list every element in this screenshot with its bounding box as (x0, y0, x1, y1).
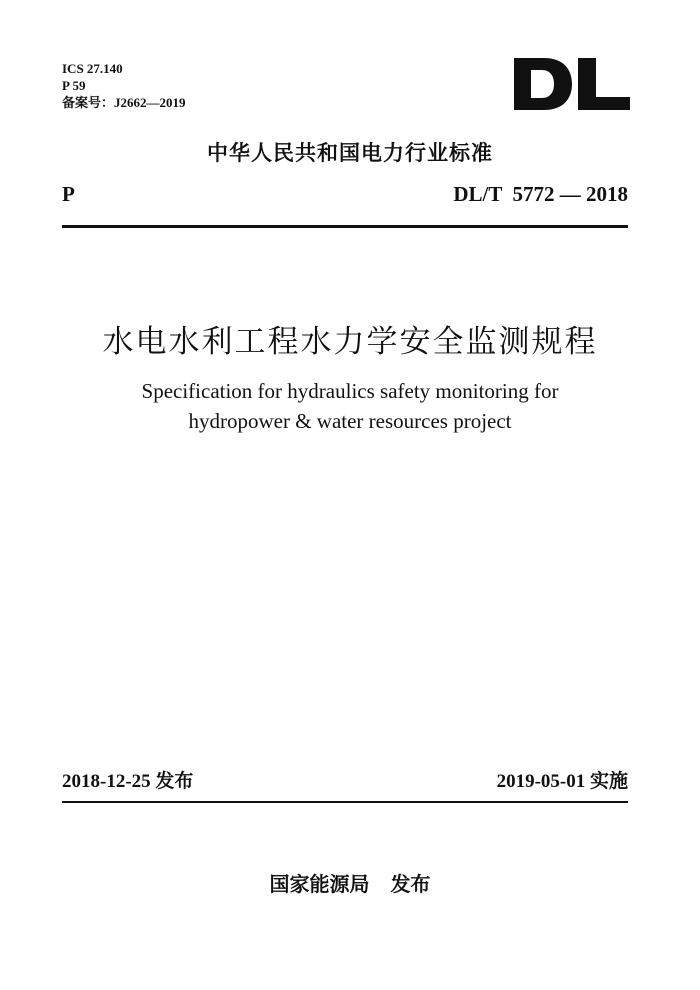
title-chinese: 水电水利工程水力学安全监测规程 (102, 324, 598, 360)
publisher-action: 发布 (390, 872, 431, 896)
implement-date: 2019-05-01 (496, 771, 586, 792)
record-number: 备案号：J2662—2019 (62, 95, 186, 110)
metadata-block (62, 60, 186, 111)
publisher-name: 国家能源局 (269, 872, 370, 896)
title-english-line-1: Specification for hydraulics safety monitoring for (141, 379, 559, 403)
publisher-line (0, 868, 700, 897)
classification-code: P (62, 182, 75, 206)
title-english-line-2: hydropower & water resources project (188, 409, 512, 433)
issue-date: 2018-12-25 (62, 771, 151, 792)
issue-date-block (62, 766, 193, 793)
header-divider (62, 225, 628, 228)
organization-line: 中华人民共和国电力行业标准 (207, 141, 493, 165)
issue-label: 发布 (155, 770, 194, 792)
implement-date-block (497, 766, 628, 793)
category-code: P 59 (62, 78, 86, 93)
title-english (0, 376, 700, 436)
standard-number: DL/T 5772 — 2018 (453, 182, 628, 206)
dl-logo (514, 56, 630, 112)
implement-label: 实施 (589, 770, 628, 792)
footer-divider (62, 801, 628, 803)
ics-code: ICS 27.140 (62, 61, 123, 76)
